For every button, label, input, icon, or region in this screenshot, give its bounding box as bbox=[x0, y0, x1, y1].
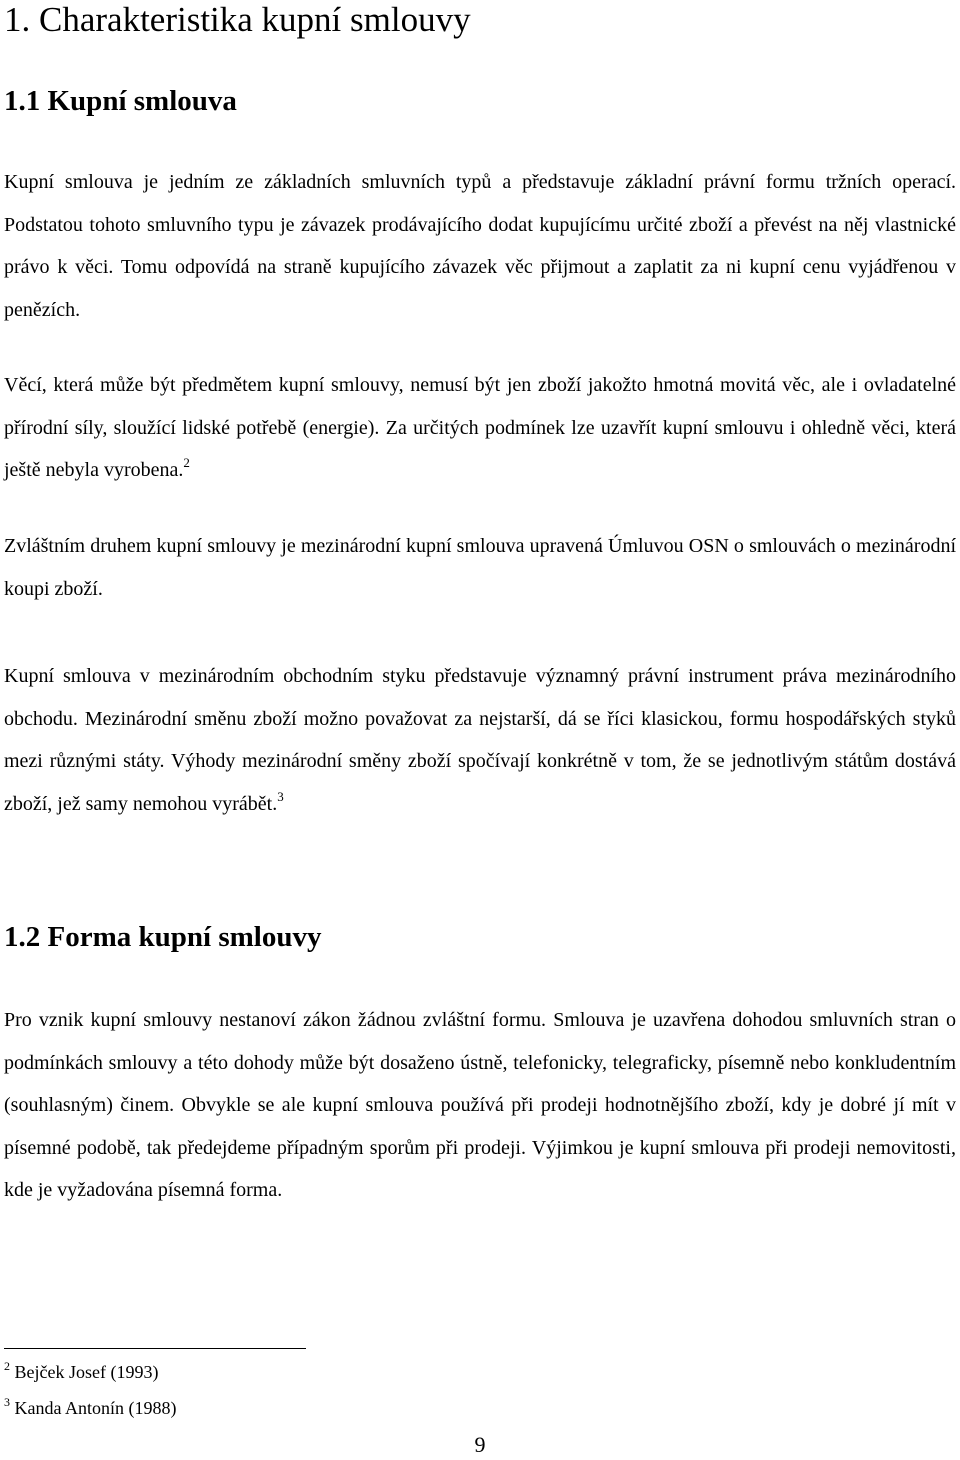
footnote-item bbox=[4, 1361, 158, 1383]
paragraph-text: Pro vznik kupní smlouvy nestanoví zákon žádnou zvláštní formu. Smlouva je uzavřena dohodou smluvních stran o podmínkách smlouvy a této dohody může být dosaženo ústně, telefonicky, telegraficky, písemně nebo konkludentním (souhlasným) činem. Obvykle se ale kupní smlouva používá při prodeji hodnotnějšího zboží, kdy je dobré jí mít v písemné podobě, tak předejdeme případným sporům při prodeji. Výjimkou je kupní smlouva při prodeji nemovitosti, kde je vyžadována písemná forma. bbox=[4, 1009, 956, 1201]
footnote-reference[interactable]: 2 bbox=[183, 455, 190, 470]
paragraph-international-contract bbox=[4, 525, 956, 610]
paragraph-text: Věcí, která může být předmětem kupní smlouvy, nemusí být jen zboží jakožto hmotná movitá věc, ale i ovladatelné přírodní síly, sloužící lidské potřebě (energie). Za určitých podmínek lze uzavřít kupní smlouvu i ohledně věci, která ještě nebyla vyrobena. bbox=[4, 374, 956, 481]
paragraph-international-trade bbox=[4, 655, 956, 825]
paragraph-contract-form bbox=[4, 999, 956, 1212]
footnote-text: Kanda Antonín (1988) bbox=[14, 1398, 177, 1418]
paragraph-text: Zvláštním druhem kupní smlouvy je mezinárodní kupní smlouva upravená Úmluvou OSN o smlouvách o mezinárodní koupi zboží. bbox=[4, 535, 956, 600]
paragraph-text: Kupní smlouva je jedním ze základních smluvních typů a představuje základní právní formu tržních operací. Podstatou tohoto smluvního typu je závazek prodávajícího dodat kupujícímu určité zboží a převést na něj vlastnické právo k věci. Tomu odpovídá na straně kupujícího závazek věc přijmout a zaplatit za ni kupní cenu vyjádřenou v penězích. bbox=[4, 171, 956, 321]
section-heading-forma-smlouvy: 1.2 Forma kupní smlouvy bbox=[4, 921, 322, 953]
paragraph-definition bbox=[4, 161, 956, 331]
footnote-reference[interactable]: 3 bbox=[277, 788, 284, 804]
paragraph-subject-of-contract bbox=[4, 364, 956, 492]
footnote-mark: 3 bbox=[4, 1395, 10, 1409]
section-heading-kupni-smlouva: 1.1 Kupní smlouva bbox=[4, 85, 237, 117]
footnote-mark: 2 bbox=[4, 1359, 10, 1373]
footnote-text: Bejček Josef (1993) bbox=[14, 1362, 159, 1382]
footnote-item bbox=[4, 1397, 176, 1419]
page-number: 9 bbox=[474, 1432, 486, 1457]
paragraph-text: Kupní smlouva v mezinárodním obchodním styku představuje významný právní instrument práva mezinárodního obchodu. Mezinárodní směnu zboží možno považovat za nejstarší, dá se říci klasickou, formu hospodářských styků mezi různými státy. Výhody mezinárodní směny zboží spočívají konkrétně v tom, že se jednotlivým státům dostává zboží, jež samy nemohou vyrábět. bbox=[4, 665, 956, 815]
chapter-heading: 1. Charakteristika kupní smlouvy bbox=[4, 0, 471, 39]
footnote-divider bbox=[4, 1348, 306, 1349]
